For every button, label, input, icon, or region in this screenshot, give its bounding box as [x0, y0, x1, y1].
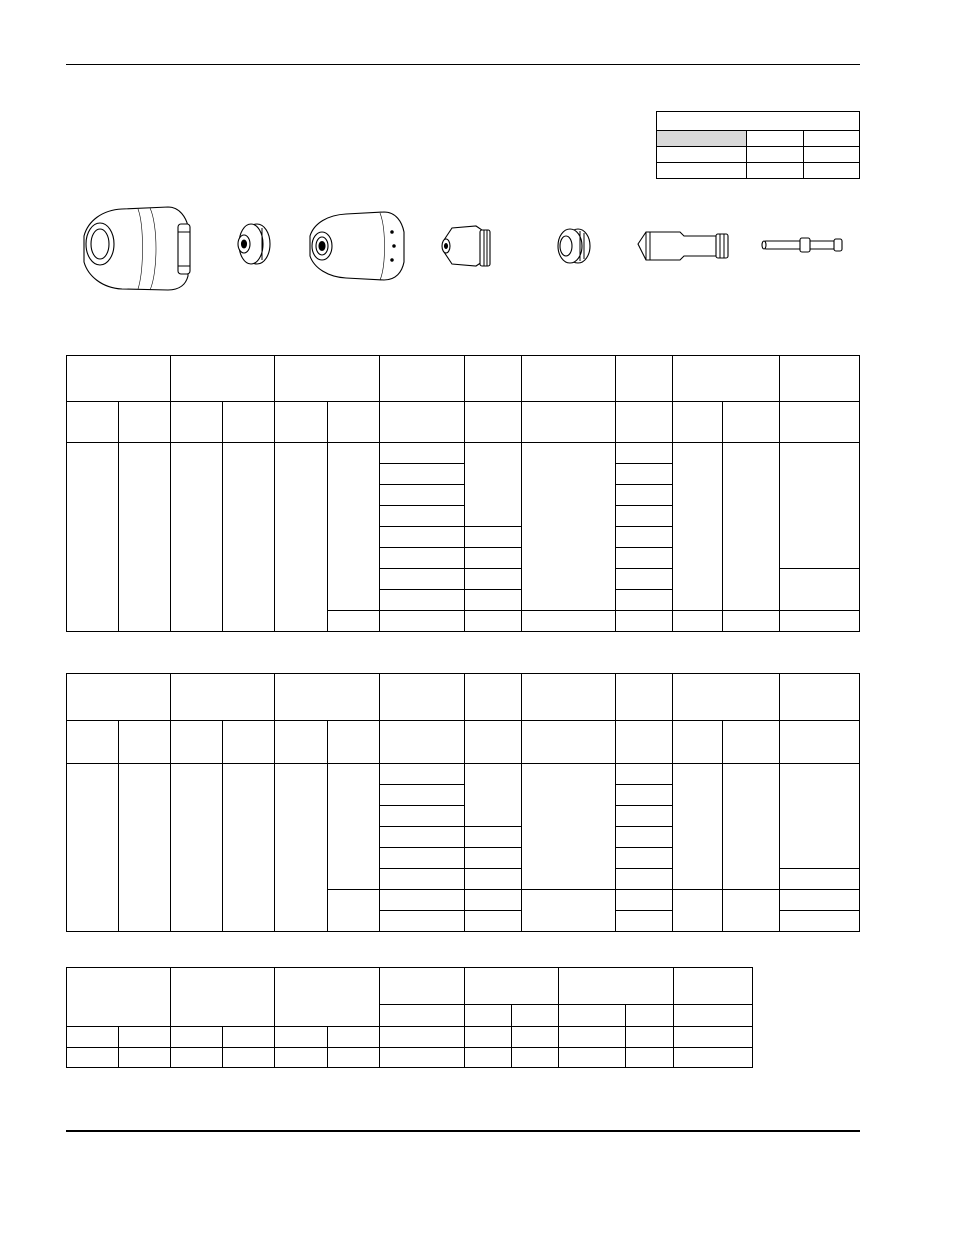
water-tube-icon — [762, 238, 842, 252]
cut-chart-table-1 — [66, 355, 860, 632]
shield-icon — [84, 207, 190, 290]
electrode-icon — [638, 232, 728, 260]
nozzle-icon — [442, 226, 490, 266]
legend-table — [656, 112, 860, 180]
cut-chart-table-3 — [66, 967, 753, 1068]
shield-deflector-icon — [238, 224, 270, 264]
cut-chart-table-2 — [66, 673, 860, 932]
legend-header-fill — [657, 131, 747, 147]
retaining-cap-icon — [310, 212, 404, 280]
swirl-ring-icon — [558, 229, 590, 263]
